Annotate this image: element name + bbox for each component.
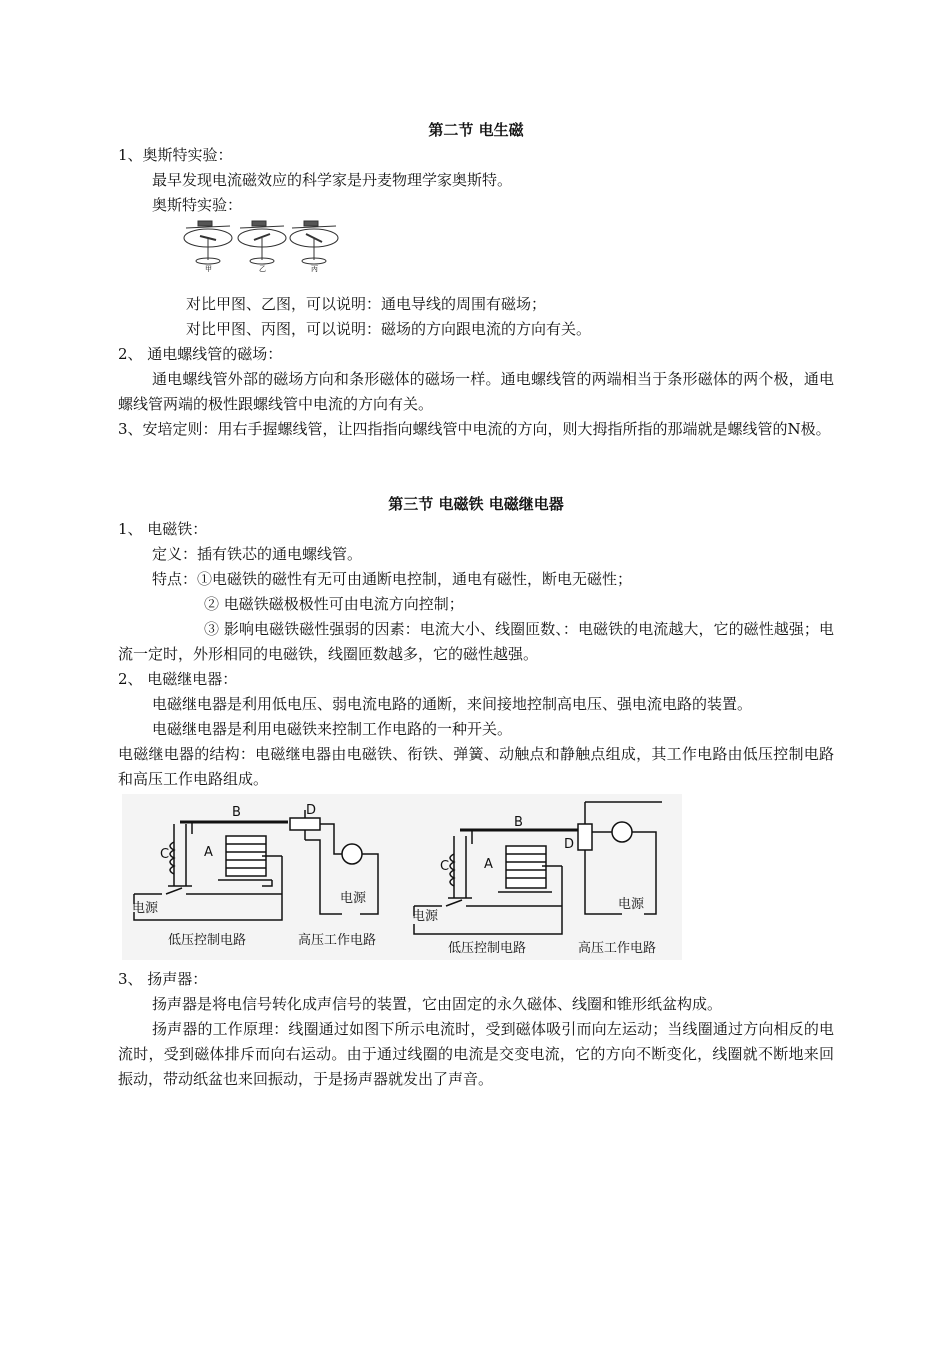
relay-left-label-d: D <box>306 803 317 818</box>
section2-title: 第二节 电生磁 <box>428 121 524 139</box>
relay-diagrams <box>122 794 682 960</box>
oersted-text: 最早发现电流磁效应的科学家是丹麦物理学家奥斯特。 <box>152 171 513 189</box>
relay-right-label-b: B <box>514 815 523 830</box>
relay-right-power-low: 电源 <box>412 909 439 924</box>
section3-title: 第三节 电磁铁 电磁继电器 <box>388 495 564 513</box>
oersted-heading: 1、奥斯特实验： <box>118 146 233 164</box>
relay-left-label-a: A <box>204 845 213 860</box>
electromagnet-feature-1: 特点：①电磁铁的磁性有无可由通断电控制，通电有磁性，断电无磁性； <box>152 570 633 588</box>
figure-label-bing: 丙 <box>311 265 318 273</box>
electromagnet-feature-3: ③ 影响电磁铁磁性强弱的因素：电流大小、线圈匝数、：电磁铁的电流越大，它的磁性越强；电流一定时，外形相同的电磁铁，线圈匝数越多，它的磁性越强。 <box>118 620 834 663</box>
relay-left-low-label: 低压控制电路 <box>168 933 247 948</box>
relay-left-label-c: C <box>160 847 170 862</box>
electromagnet-feature-2: ② 电磁铁磁极极性可由电流方向控制； <box>204 595 464 613</box>
speaker-heading: 3、 扬声器： <box>118 970 208 988</box>
electromagnet-definition: 定义：插有铁芯的通电螺线管。 <box>152 545 363 563</box>
relay-right-label-c: C <box>440 859 450 874</box>
relay-right-power-high: 电源 <box>618 897 645 912</box>
relay-left-high-label: 高压工作电路 <box>298 933 377 948</box>
relay-left-power-low: 电源 <box>132 901 159 916</box>
relay-text-2: 电磁继电器是利用电磁铁来控制工作电路的一种开关。 <box>152 720 513 738</box>
speaker-text-2: 扬声器的工作原理：线圈通过如图下所示电流时，受到磁体吸引而向左运动；当线圈通过方向相反的电流时，受到磁体排斥而向右运动。由于通过线圈的电流是交变电流，它的方向不断变化，线圈就不断地来回振动，带动纸盆也来回振动，于是扬声器就发出了声音。 <box>118 1020 834 1088</box>
relay-left-label-b: B <box>232 805 241 820</box>
relay-right-low-label: 低压控制电路 <box>448 941 527 956</box>
oersted-label: 奥斯特实验： <box>152 196 243 214</box>
compare-line-2: 对比甲图、丙图，可以说明：磁场的方向跟电流的方向有关。 <box>186 320 592 338</box>
relay-right-high-label: 高压工作电路 <box>578 941 657 956</box>
oersted-figure <box>180 214 342 274</box>
figure-label-yi: 乙 <box>259 265 266 273</box>
relay-right-label-d: D <box>564 837 575 852</box>
electromagnet-heading: 1、 电磁铁： <box>118 520 208 538</box>
relay-text-1: 电磁继电器是利用低电压、弱电流电路的通断，来间接地控制高电压、强电流电路的装置。 <box>152 695 753 713</box>
relay-structure: 电磁继电器的结构：电磁继电器由电磁铁、衔铁、弹簧、动触点和静触点组成，其工作电路由低压控制电路和高压工作电路组成。 <box>118 745 834 788</box>
ampere-rule: 3、安培定则：用右手握螺线管，让四指指向螺线管中电流的方向，则大拇指所指的那端就是螺线管的N极。 <box>118 420 831 438</box>
solenoid-text: 通电螺线管外部的磁场方向和条形磁体的磁场一样。通电螺线管的两端相当于条形磁体的两个极，通电螺线管两端的极性跟螺线管中电流的方向有关。 <box>118 370 834 413</box>
compare-line-1: 对比甲图、乙图，可以说明：通电导线的周围有磁场； <box>186 295 547 313</box>
relay-heading: 2、 电磁继电器： <box>118 670 238 688</box>
solenoid-heading: 2、 通电螺线管的磁场： <box>118 345 283 363</box>
relay-left-power-high: 电源 <box>340 891 367 906</box>
relay-right-label-a: A <box>484 857 493 872</box>
figure-label-jia: 甲 <box>205 265 212 273</box>
speaker-text-1: 扬声器是将电信号转化成声信号的装置，它由固定的永久磁体、线圈和锥形纸盆构成。 <box>152 995 723 1013</box>
